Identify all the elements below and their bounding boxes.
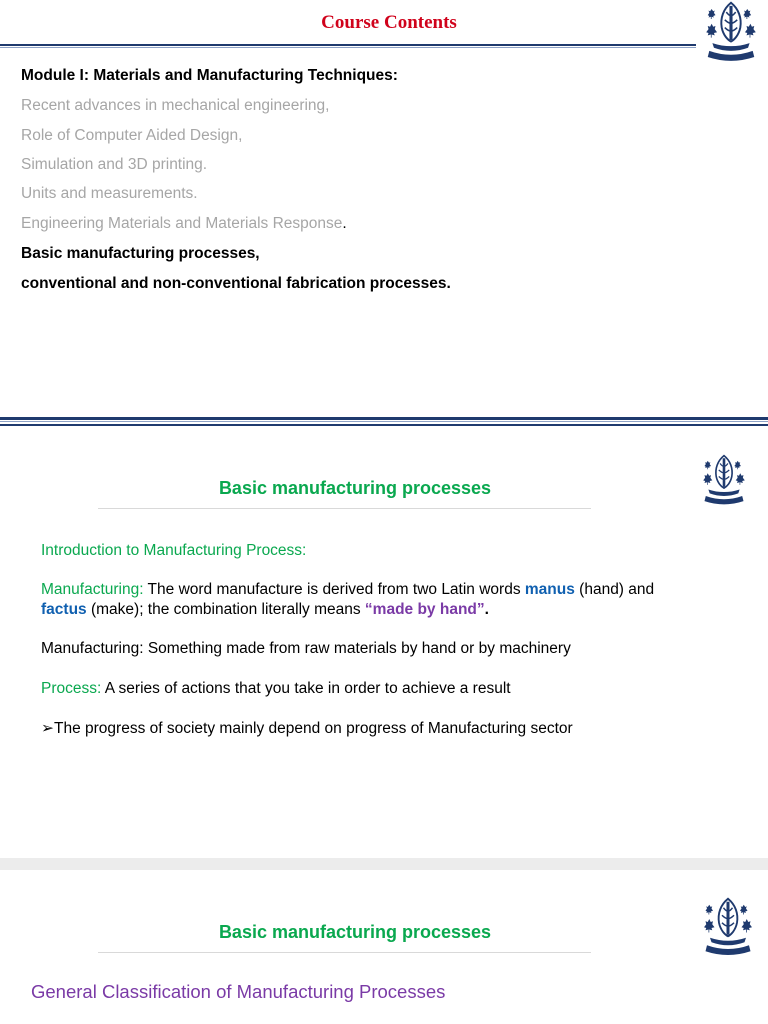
manufacturing-text: The word manufacture is derived from two Latin words [143, 581, 525, 598]
title-underline [98, 508, 591, 509]
process-line [41, 680, 511, 698]
bullet-text: The progress of society mainly depend on progress of Manufacturing sector [54, 720, 573, 737]
manufacturing-paragraph-line2 [41, 601, 489, 619]
latin-word-manus: manus [524, 581, 575, 598]
topic-item: Units and measurements. [21, 185, 198, 202]
slide-course-contents [0, 0, 768, 415]
topic-item: Role of Computer Aided Design, [21, 127, 243, 144]
sentence-period: . [484, 601, 489, 618]
manufacturing-paragraph-line1 [41, 581, 654, 599]
slide-title: Basic manufacturing processes [218, 922, 492, 942]
manus-meaning: (hand) and [574, 581, 655, 598]
university-crest-icon [698, 448, 750, 514]
title-underline [98, 952, 591, 953]
definition-line: Manufacturing: Something made from raw materials by hand or by machinery [41, 640, 571, 657]
arrow-bullet-icon: ➢ [41, 720, 54, 737]
topic-item: Recent advances in mechanical engineering, [21, 97, 330, 114]
bold-topic-item: conventional and non-conventional fabrication processes. [21, 275, 451, 292]
page-title: Course Contents [321, 12, 457, 33]
topic-period: . [342, 215, 347, 232]
slide-basic-manufacturing [0, 428, 768, 858]
made-by-hand-phrase: “made by hand” [364, 601, 485, 618]
slide-separator [0, 415, 768, 428]
latin-word-factus: factus [41, 601, 87, 618]
bullet-line [41, 719, 573, 738]
module-heading: Module I: Materials and Manufacturing Techniques: [21, 67, 398, 84]
university-crest-icon [698, 892, 758, 964]
manufacturing-label: Manufacturing: [41, 581, 144, 598]
bold-topic-item: Basic manufacturing processes, [21, 245, 260, 262]
slide-title: Basic manufacturing processes [218, 478, 492, 498]
topic-item: Simulation and 3D printing. [21, 156, 208, 173]
university-crest-icon [700, 0, 762, 66]
process-label: Process: [41, 680, 102, 697]
process-text: A series of actions that you take in order to achieve a result [101, 680, 511, 697]
topic-text: Engineering Materials and Materials Response [21, 215, 343, 232]
topic-item [21, 215, 347, 233]
classification-heading: General Classification of Manufacturing Processes [31, 981, 446, 1002]
title-rule [0, 44, 696, 50]
factus-meaning: (make); the combination literally means [86, 601, 365, 618]
slide-gap [0, 858, 768, 870]
slide-classification [0, 870, 768, 1024]
intro-heading: Introduction to Manufacturing Process: [41, 542, 307, 559]
